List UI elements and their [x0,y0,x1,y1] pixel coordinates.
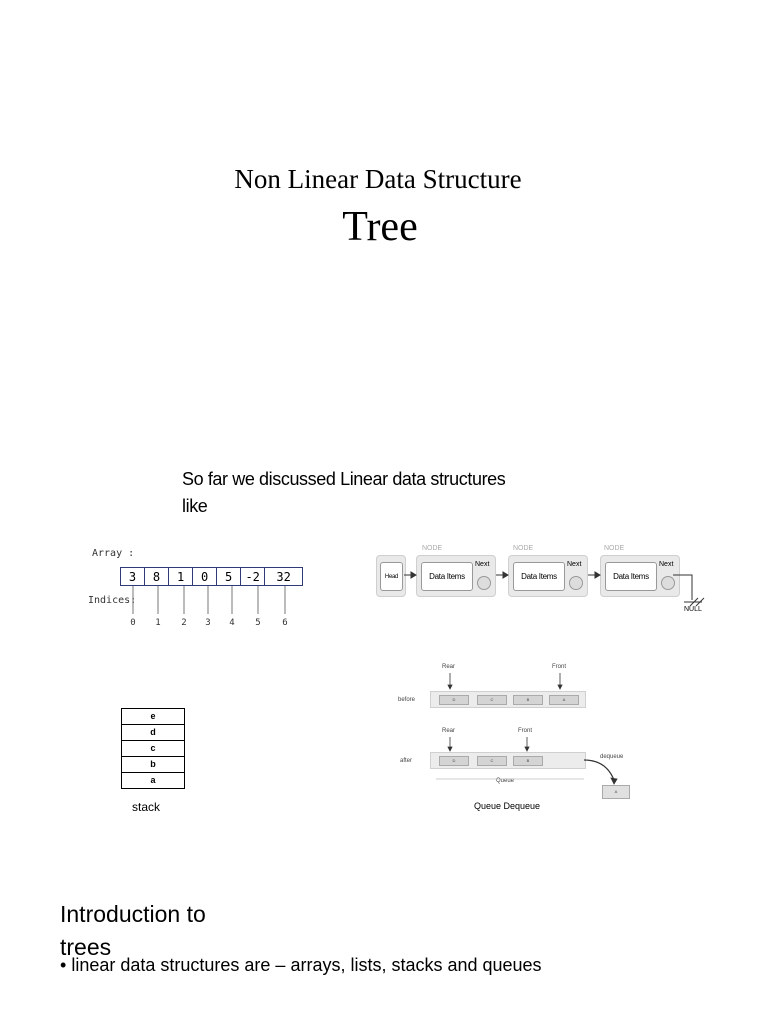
stack-item: c [121,741,185,757]
array-cell: 5 [217,568,241,585]
stack-item: d [121,725,185,741]
queue-item: C [477,695,507,705]
intro-line-1: So far we discussed Linear data structures [182,469,506,489]
queue-label: Queue [496,778,515,784]
bullet-icon: • [60,955,67,975]
section-heading-line-2: trees [60,934,112,960]
array-index: 5 [255,618,261,628]
queue-item: C [477,756,507,766]
queue-item: B [513,756,543,766]
node-tag: NODE [513,545,534,552]
queue-item: A [549,695,579,705]
array-label: Array : [92,548,135,559]
dequeued-item: A [602,785,630,799]
bullet-item [60,955,542,976]
array-index: 1 [155,618,161,628]
before-label: before [398,697,416,703]
node-next-label: Next [567,561,582,568]
queue-item: D [439,695,469,705]
node-data: Data Items [513,562,565,591]
array-index: 6 [282,618,288,628]
array-indices-label: Indices: [88,595,137,606]
stack-item: b [121,757,185,773]
queue-caption: Queue Dequeue [474,801,541,811]
bullet-text: linear data structures are – arrays, lists, stacks and queues [71,955,542,975]
array-cell: 32 [276,569,291,584]
null-label: NULL [684,606,702,613]
node-next-label: Next [659,561,674,568]
rear-label: Rear [442,728,456,734]
rear-label: Rear [442,664,456,670]
intro-line-2: like [182,496,208,516]
node-next-label: Next [475,561,490,568]
node-tag: NODE [422,545,443,552]
array-index: 4 [229,618,235,628]
after-label: after [400,758,413,764]
dequeue-label: dequeue [600,754,624,760]
stack-item: e [121,709,185,725]
slide-subtitle: Non Linear Data Structure [234,164,522,194]
array-index: 2 [181,618,187,628]
queue-item: D [439,756,469,766]
section-heading-line-1: Introduction to [60,901,206,927]
front-label: Front [518,728,533,734]
array-cell: 3 [121,568,145,585]
node-tag: NODE [604,545,625,552]
array-cell: 8 [145,568,169,585]
head-label: Head [380,562,403,591]
slide-title: Tree [342,204,418,250]
stack-item: a [121,773,185,789]
front-label: Front [552,664,567,670]
array-index: 3 [205,618,211,628]
array-index: 0 [130,618,136,628]
queue-item: B [513,695,543,705]
node-data: Data Items [421,562,473,591]
array-cell: -2 [241,568,265,585]
array-cell: 0 [193,568,217,585]
stack-caption: stack [132,800,161,814]
node-data: Data Items [605,562,657,591]
array-cell: 1 [169,568,193,585]
